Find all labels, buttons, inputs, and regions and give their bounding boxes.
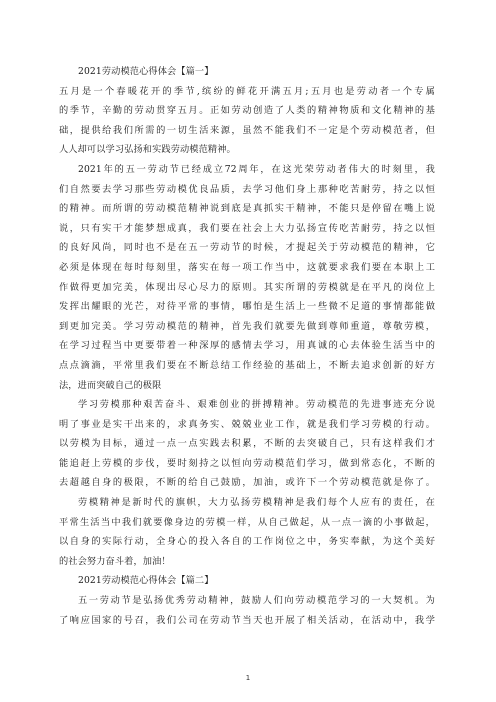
text-line: 必须是体现在每时每刻里，落实在每一项工作当中，这就要求我们要在本职上工 bbox=[59, 261, 435, 273]
text-line: 2021劳动模范心得体会【篇一】 bbox=[78, 66, 214, 77]
text-line: 了响应国家的号召，我们公司在劳动节当天也开展了相关活动，在活动中，我学 bbox=[59, 614, 435, 626]
document-body bbox=[59, 62, 435, 630]
text-line: 础，提供给我们所需的一切生活来源，虽然不能我们不一定是个劳动模范者，但 bbox=[59, 124, 435, 136]
text-line: 五月是一个春暖花开的季节,缤纷的鲜花开满五月;五月也是劳动者一个专属 bbox=[59, 85, 435, 97]
text-line: 们自然要去学习那些劳动模优良品质，去学习他们身上那种吃苦耐劳，持之以恒 bbox=[59, 183, 435, 195]
text-line: 人人却可以学习弘扬和实践劳动模范精神。 bbox=[59, 144, 236, 156]
text-line: 2021年的五一劳动节已经成立72周年，在这光荣劳动者伟大的时刻里，我 bbox=[78, 163, 435, 175]
text-line: 学习劳模那种艰苦奋斗、艰难创业的拼搏精神。劳动模范的先进事迹充分说 bbox=[78, 399, 435, 411]
text-line: 去超越自身的极限，不断的给自己鼓励，加油，或许下一个劳动模范就是你了。 bbox=[59, 477, 435, 489]
text-line: 的社会努力奋斗着，加油！ bbox=[59, 555, 171, 567]
text-line: 以劳模为目标，通过一点一点实践去积累，不断的去突破自己，只有这样我们才 bbox=[59, 438, 435, 450]
text-line: 的良好风尚，同时也不是在五一劳动节的时候，才提起关于劳动模范的精神，它 bbox=[59, 242, 435, 254]
text-line: 说，只有实干才能梦想成真，我们要在社会上大力弘扬宣传吃苦耐劳，持之以恒 bbox=[59, 222, 435, 234]
text-line: 五一劳动节是弘扬优秀劳动精神，鼓励人们向劳动模范学习的一大契机。为 bbox=[78, 595, 435, 607]
text-line: 明了事业是实干出来的，求真务实、兢兢业业工作，就是我们学习劳模的行动。 bbox=[59, 418, 435, 430]
text-line: 劳模精神是新时代的旗帜，大力弘扬劳模精神是我们每个人应有的责任，在 bbox=[78, 497, 435, 509]
text-line: 在学习过程当中更要带着一种深厚的感情去学习，用真诚的心去体验生活当中的 bbox=[59, 340, 435, 352]
page-number: 1 bbox=[245, 674, 251, 682]
text-line: 的季节，辛勤的劳动贯穿五月。正如劳动创造了人类的精神物质和文化精神的基 bbox=[59, 105, 435, 117]
text-line: 发挥出耀眼的光芒，对待平常的事情，哪怕是生活上一些微不足道的事情都能做 bbox=[59, 301, 435, 313]
text-line: 点点滴滴，平常里我们要在不断总结工作经验的基础上，不断去追求创新的好方 bbox=[59, 359, 435, 371]
text-line: 的精神。而所谓的劳动模范精神说到底是真抓实干精神，不能只是停留在嘴上说 bbox=[59, 203, 435, 215]
text-line: 作做得更加完美，体现出尽心尽力的原则。其实所谓的劳模就是在平凡的岗位上 bbox=[59, 281, 435, 293]
text-line: 法，进而突破自己的极限 bbox=[59, 379, 162, 391]
text-line: 2021劳动模范心得体会【篇二】 bbox=[78, 575, 214, 587]
text-line: 平常生活当中我们就要像身边的劳模一样，从自己做起，从一点一滴的小事做起， bbox=[59, 516, 435, 528]
text-line: 以自身的实际行动，全身心的投入各自的工作岗位之中，务实奉献，为这个美好 bbox=[59, 536, 435, 548]
text-line: 能追赶上劳模的步伐，要时刻持之以恒向劳动模范们学习，做到常态化，不断的 bbox=[59, 457, 435, 469]
text-line: 到更加完美。学习劳动模范的精神，首先我们就要先做到尊师重道，尊敬劳模， bbox=[59, 320, 435, 332]
